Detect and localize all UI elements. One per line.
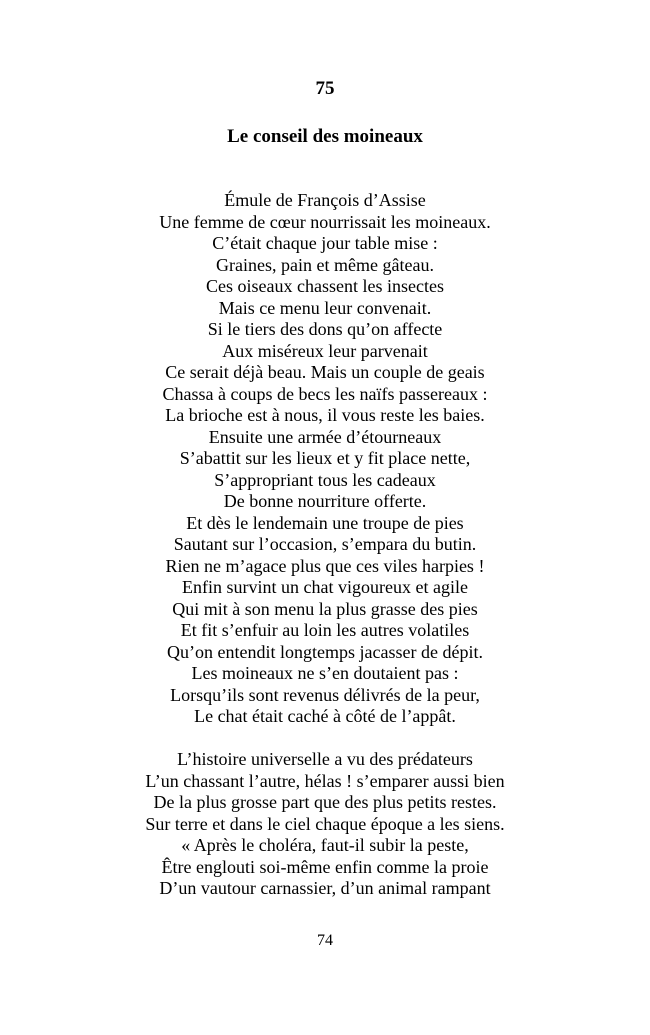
verse-line: Chassa à coups de becs les naïfs passereaux : xyxy=(162,383,488,404)
stanza-1 xyxy=(0,190,650,728)
verse-line: D’un vautour carnassier, d’un animal rampant xyxy=(159,878,491,898)
poem-title: Le conseil des moineaux xyxy=(227,126,423,147)
verse-line: S’abattit sur les lieux et y fit place nette, xyxy=(179,448,471,468)
verse-line: Émule de François d’Assise xyxy=(224,190,426,210)
verse-line: Enfin survint un chat vigoureux et agile xyxy=(182,577,468,597)
verse-line: Sautant sur l’occasion, s’empara du butin. xyxy=(173,534,477,554)
page-number: 74 xyxy=(317,932,333,949)
verse-line: De bonne nourriture offerte. xyxy=(223,491,427,511)
poem-number: 75 xyxy=(315,78,335,99)
verse-line: Ensuite une armée d’étourneaux xyxy=(208,426,442,447)
verse-line: « Après le choléra, faut-il subir la peste, xyxy=(181,835,469,855)
verse-line: L’un chassant l’autre, hélas ! s’emparer aussi bien xyxy=(145,770,505,791)
verse-line: Et fit s’enfuir au loin les autres volatiles xyxy=(180,620,470,640)
verse-line: C’était chaque jour table mise : xyxy=(212,233,438,253)
verse-line: Qu’on entendit longtemps jacasser de dépit. xyxy=(167,641,483,662)
verse-line: L’histoire universelle a vu des prédateurs xyxy=(177,749,473,769)
verse-line: S’appropriant tous les cadeaux xyxy=(214,469,436,490)
stanza-2 xyxy=(0,749,650,900)
verse-line: Mais ce menu leur convenait. xyxy=(218,297,432,318)
verse-line: Ces oiseaux chassent les insectes xyxy=(206,276,444,296)
verse-line: Si le tiers des dons qu’on affecte xyxy=(207,319,443,339)
verse-line: De la plus grosse part que des plus petits restes. xyxy=(153,792,497,812)
verse-line: Aux miséreux leur parvenait xyxy=(222,340,428,361)
verse-line: Lorsqu’ils sont revenus délivrés de la peur, xyxy=(170,684,480,705)
verse-line: Être englouti soi-même enfin comme la proie xyxy=(161,856,489,877)
verse-line: Les moineaux ne s’en doutaient pas : xyxy=(191,663,459,683)
verse-line: Rien ne m’agace plus que ces viles harpies ! xyxy=(165,555,485,576)
verse-line: Sur terre et dans le ciel chaque époque a les siens. xyxy=(145,813,505,834)
verse-line: Graines, pain et même gâteau. xyxy=(216,254,434,275)
verse-line: La brioche est à nous, il vous reste les baies. xyxy=(165,405,485,425)
verse-line: Une femme de cœur nourrissait les moineaux. xyxy=(159,211,491,232)
verse-line: Qui mit à son menu la plus grasse des pies xyxy=(172,598,478,619)
verse-line: Et dès le lendemain une troupe de pies xyxy=(186,512,464,533)
verse-line: Ce serait déjà beau. Mais un couple de geais xyxy=(165,362,485,382)
verse-line: Le chat était caché à côté de l’appât. xyxy=(194,706,456,726)
